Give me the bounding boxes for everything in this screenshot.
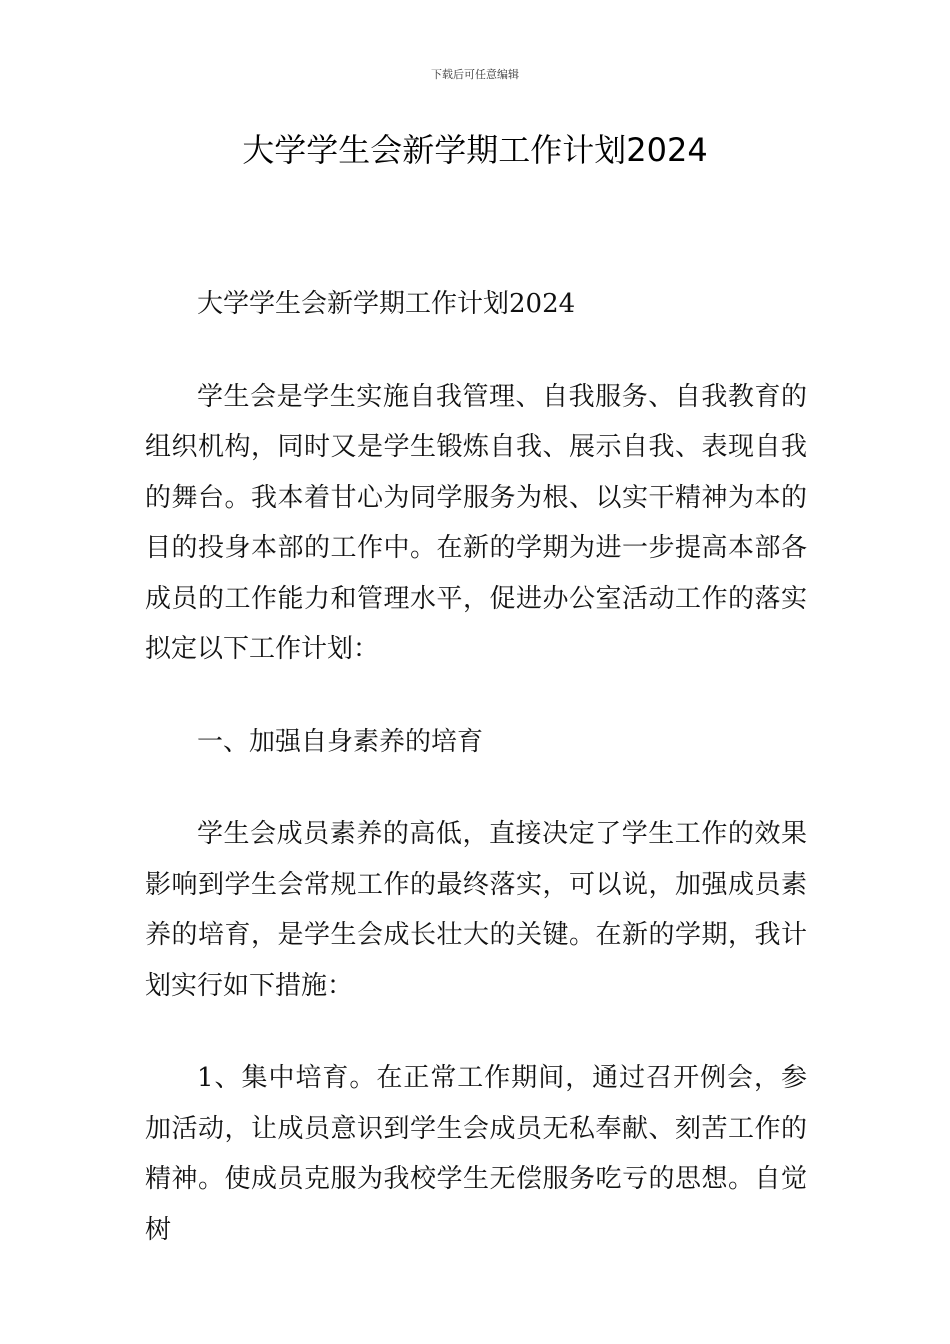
paragraph-intro: 学生会是学生实施自我管理、自我服务、自我教育的组织机构，同时又是学生锻炼自我、展示自我、表现自我的舞台。我本着甘心为同学服务为根、以实干精神为本的目的投身本部的工作中。在新的学期为进一步提高本部各成员的工作能力和管理水平，促进办公室活动工作的落实拟定以下工作计划：: [145, 381, 807, 664]
paragraph-subtitle: 大学学生会新学期工作计划2024: [197, 289, 576, 319]
paragraph-item-1: 1、集中培育。在正常工作期间，通过召开例会，参加活动，让成员意识到学生会成员无私奉献、刻苦工作的精神。使成员克服为我校学生无偿服务吃亏的思想。自觉树: [145, 1063, 807, 1245]
header-note: 下载后可任意编辑: [431, 68, 519, 81]
document-title: 大学学生会新学期工作计划2024: [242, 131, 708, 169]
section-heading-1: 一、加强自身素养的培育: [197, 726, 484, 757]
paragraph-section-1: 学生会成员素养的高低，直接决定了学生工作的效果影响到学生会常规工作的最终落实，可以说，加强成员素养的培育，是学生会成长壮大的关键。在新的学期，我计划实行如下措施：: [145, 819, 807, 1001]
document-body: [145, 279, 807, 1255]
